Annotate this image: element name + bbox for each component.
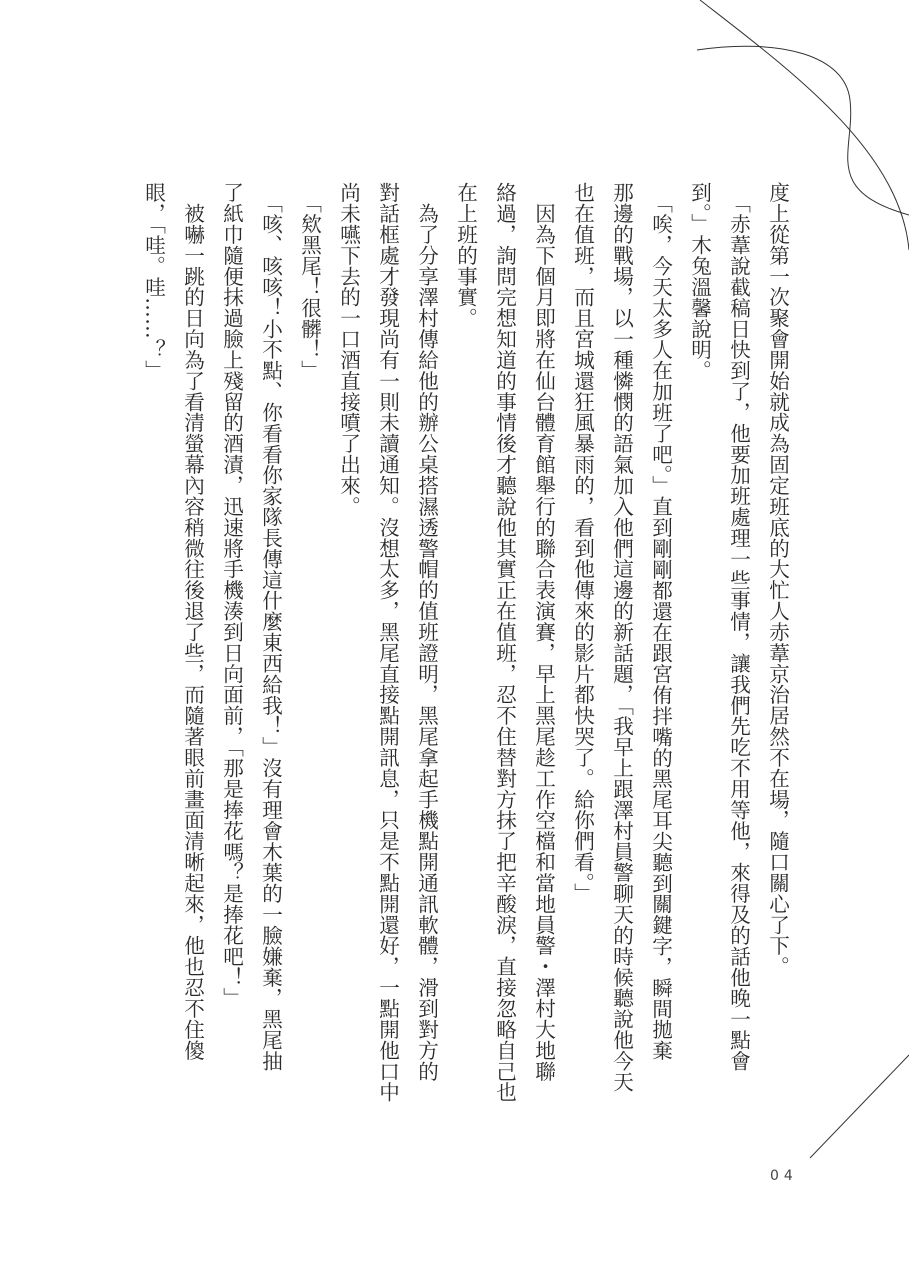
text-column-7: 因為下個月即將在仙台體育館舉行的聯合表演賽，早上黑尾趁工作空檔和當地員警・澤村大地聯 [531, 182, 556, 1082]
text-column-1: 度上從第一次聚會開始就成為固定班底的大忙人赤葦京治居然不在場，隨口關心了下。 [765, 182, 790, 977]
text-column-12: 尚未嚥下去的一口酒直接噴了出來。 [336, 182, 361, 517]
text-column-11: 對話框處才發現尚有一則未讀通知。沒想太多，黑尾直接點開訊息，只是不點開還好，一點開他口中 [375, 182, 400, 1103]
text-column-16: 被嚇一跳的日向為了看清螢幕內容稍微往後退了些，而隨著眼前畫面清晰起來，他也忍不住傻 [180, 182, 205, 1061]
text-column-4: 「唉，今天太多人在加班了吧。」直到剛剛都還在跟宮侑拌嘴的黑尾耳尖聽到關鍵字，瞬間拋棄 [648, 182, 673, 1061]
text-column-10: 為了分享澤村傳給他的辦公桌搭濕透警帽的值班證明，黑尾拿起手機點開通訊軟體，滑到對方的 [414, 182, 439, 1082]
text-column-3: 到。」木兔溫馨說明。 [687, 182, 712, 381]
text-column-15: 了紙巾隨便抹過臉上殘留的酒漬，迅速將手機湊到日向面前，「那是捧花嗎？是捧花吧！」 [219, 182, 244, 1009]
text-column-5: 那邊的戰場，以一種憐憫的語氣加入他們這邊的新話題，「我早上跟澤村員警聊天的時候聽說他今天 [609, 182, 634, 1093]
text-column-17: 眼，「哇。哇……？」 [141, 182, 166, 381]
text-column-8: 絡過，詢問完想知道的事情後才聽說他其實正在值班，忍不住替對方抹了把辛酸淚，直接忽略自己也 [492, 182, 517, 1103]
text-column-2: 「赤葦說截稿日快到了，他要加班處理一些事情，讓我們先吃不用等他，來得及的話他晚一點會 [726, 182, 751, 1072]
text-column-13: 「欸黑尾！很髒！」 [297, 182, 322, 381]
diagonal-line-bottom [810, 1055, 909, 1158]
text-column-9: 在上班的事實。 [453, 182, 478, 329]
page-number: 04 [770, 1168, 798, 1184]
text-column-14: 「咳、咳咳！小不點、你看看你家隊長傳這什麼東西給我！」沒有理會木葉的一臉嫌棄，黑尾抽 [258, 182, 283, 1072]
text-column-6: 也在值班，而且宮城還狂風暴雨的，看到他傳來的影片都快哭了。給你們看。」 [570, 182, 595, 904]
